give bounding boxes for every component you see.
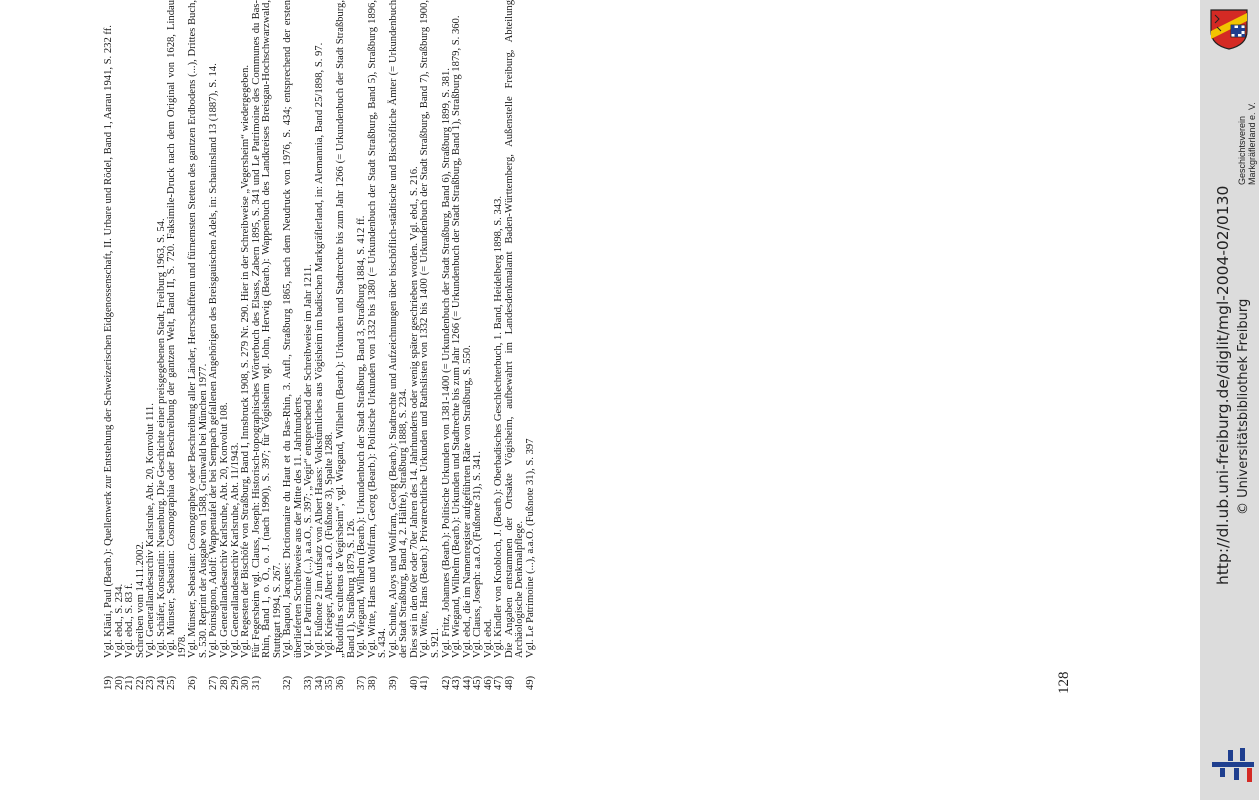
- footnote-number: 36): [335, 675, 347, 690]
- footnote-text: Vgl. Witte, Hans (Bearb.): Privatrechtliche Urkunden und Rathslisten von 1332 bis 1400 (= Urkundenbuch der Stadt Straßburg, Band 7), Straßburg 1900, S. 921.: [419, 0, 441, 658]
- footnote-number: 46): [482, 675, 494, 690]
- footnote-item: [420, 0, 441, 690]
- footnote-number: 35): [324, 675, 336, 690]
- footnote-number: 47): [493, 675, 505, 690]
- footnote-text: Vgl. ebd., die im Namenregister aufgeführten Räte von Straßburg, S. 550.: [461, 345, 473, 658]
- footnote-text: Vgl. Poinsignon, Adolf: Wappentafel der bei Sempach gefallenen Angehörigen des Breisgauischen Adels, in: Schauinsland 13 (1887), S. 14.: [208, 63, 220, 658]
- footnote-number: 23): [145, 675, 157, 690]
- footnote-text: Vgl. Generallandesarchiv Karlsruhe, Abt. 20, Konvolut 108.: [219, 402, 231, 658]
- footnote-number: 41): [419, 675, 431, 690]
- footnote-item: [252, 0, 284, 690]
- footnote-number: 24): [155, 675, 167, 690]
- footnote-text: Vgl. Wiegand, Wilhelm (Bearb.): Urkunden und Stadtrechte bis zum Jahr 1266 (= Urkundenbuch der Stadt Straßburg, Band 1), Straßburg 1879, S. 360.: [451, 15, 463, 658]
- footnote-text: Vgl. Münster, Sebastian: Cosmographia oder Beschreibung der gantzen Welt, Band II, S. 720. Faksimile-Druck nach dem Original von 1628, Lindau 1978.: [166, 0, 188, 658]
- footnote-text: Dies sei in den 60er oder 70er Jahren des 14. Jahrhunderts oder wenig später geschrieben worden. Vgl. ebd., S. 216.: [408, 166, 420, 658]
- footnote-text: Vgl. Fußnote 2 im Aufsatz von Albert Haass: Volkstümliches aus Vögisheim im badischen Markgräflerland, in: Alemannia, Band 25/1898, S. 97.: [313, 42, 325, 658]
- footnote-item: [283, 0, 304, 690]
- footnote-text: Vgl. Kindler von Knobloch, J. (Bearb.): Oberbadisches Geschlechterbuch, 1. Band, Heidelberg 1898, S. 343.: [493, 196, 505, 658]
- footnote-number: 34): [313, 675, 325, 690]
- footnote-number: 40): [408, 675, 420, 690]
- footnote-number: 19): [103, 675, 114, 690]
- side-panel-rotated: [1200, 0, 1259, 800]
- footnote-text: Vgl. Münster, Sebastian: Cosmographey oder Beschreibung aller Länder, Herrschafftenn und fürnemsten Stetten des gantzen Erdbodens (...), Drittes Buch, S. 530. Reprint der Ausgabe von 1588, Grünwald bei München 1977.: [187, 0, 209, 658]
- society-name: [1237, 102, 1257, 185]
- footnote-number: 25): [166, 675, 178, 690]
- footnote-number: 42): [440, 675, 452, 690]
- footnote-number: 32): [282, 675, 294, 690]
- footnote-number: 26): [187, 675, 199, 690]
- footnote-text: Vgl. ebd.: [482, 618, 494, 658]
- footnote-text: Vgl. Schulte, Aloys und Wolfram, Georg (Bearb.): Stadtrechte und Aufzeichnungen über bischöflich-städtische und Bischöfliche Ämter (= Urkundenbuch der Stadt Straßburg, Band 4, 2. Hälfte), Straßburg 1888, S. 234.: [387, 0, 410, 658]
- footnote-text: Vgl. Kläui, Paul (Bearb.): Quellenwerk zur Entstehung der Schweizerischen Eidgenossenschaft, II. Urbare und Rödel, Band 1, Aarau 1941, S. 232 ff.: [103, 25, 114, 658]
- footnote-number: 20): [113, 675, 125, 690]
- footnotes-list: [104, 0, 536, 690]
- university-library-logo-icon: [1210, 742, 1256, 788]
- coat-of-arms-icon: [1207, 7, 1251, 51]
- footnote-item: [104, 0, 115, 690]
- footnote-item: [188, 0, 209, 690]
- footnote-number: 27): [208, 675, 220, 690]
- footnote-item: [389, 0, 410, 690]
- copyright-notice: © Universitätsbibliothek Freiburg: [1236, 298, 1251, 515]
- footnote-number: 45): [472, 675, 484, 690]
- footnote-text: Vgl. Le Patrimoine (...), a.a.O. (Fußnote 31), S. 397: [524, 438, 536, 658]
- footnote-item: [452, 0, 463, 690]
- footnote-text: Für Fegersheim vgl. Clauss, Joseph: Historisch-topographisches Wörterbuch des Elsass, Zabern 1895, S. 341 und Le Patrimoine des Communes du Bas-Rhin, Band 1, o. O., o. J. (nach 1990), S. 397; für Vögisheim vgl. John, Herwig (Bearb.): Wappenbuch des Landkreises Breisgau-Hochschwarzwald, Stuttgart 1994, S. 267.: [250, 0, 283, 658]
- footnote-text: Vgl. Generallandesarchiv Karlsruhe, Abt. 11/1943.: [229, 442, 241, 658]
- footnote-text: Vgl. Wiegand, Wilhelm (Bearb.): Urkundenbuch der Stadt Straßburg, Band 3, Straßburg 1884, S. 412 ff.: [356, 215, 368, 658]
- footnote-number: 39): [387, 675, 399, 690]
- footnote-text: Vgl. Schäfer, Konstantin: Neuenburg. Die Geschichte einer preisgegebenen Stadt, Freiburg 1963, S. 54.: [155, 218, 167, 658]
- footnote-number: 49): [524, 675, 536, 690]
- footnote-text: Vgl. ebd., S. 83 f.: [124, 582, 136, 658]
- footnote-text: Vgl. Regesten der Bischöfe von Straßburg, Band I, Innsbruck 1908, S. 279 Nr. 290. Hier in der Schreibweise „Vegersheim“ wiedergegeben.: [240, 64, 252, 658]
- footnote-item: [167, 0, 188, 690]
- footnote-text: Vgl. Le Patrimoine (...), a.a.O., S. 397; „Vegir“ entsprechend der Schreibweise im Jahr 1211.: [303, 264, 315, 658]
- footnote-number: 31): [250, 675, 262, 690]
- footnote-number: 28): [219, 675, 231, 690]
- footnote-text: Schreiben vom 14.11.2002.: [134, 541, 146, 658]
- footnote-number: 33): [303, 675, 315, 690]
- footnote-number: 37): [356, 675, 368, 690]
- society-name-line1: Geschichtsverein: [1237, 115, 1247, 185]
- footnote-text: Die Angaben entstammen der Ortsakte Vögisheim, aufbewahrt im Landesdenkmalamt Baden-Württemberg, Außenstelle Freiburg, Abteilung Archäologische Denkmalpflege.: [503, 0, 526, 658]
- viewer-side-panel: [1200, 0, 1259, 800]
- footnote-text: Vgl. Fritz, Johannes (Bearb.): Politische Urkunden von 1381-1400 (= Urkundenbuch der Stadt Straßburg, Band 6), Straßburg 1899, S. 381.: [440, 68, 452, 658]
- footnote-item: [368, 0, 389, 690]
- footnote-text: Vgl. Krieger, Albert: a.a.O. (Fußnote 3), Spalte 1288.: [324, 431, 336, 658]
- footnote-item: [336, 0, 357, 690]
- footnote-number: 48): [503, 675, 515, 690]
- document-url-link[interactable]: http://dl.ub.uni-freiburg.de/diglit/mgl-2004-02/0130: [1214, 185, 1232, 585]
- page-number: 128: [1056, 671, 1072, 694]
- footnote-number: 21): [124, 675, 136, 690]
- footnote-text: Vgl. Generallandesarchiv Karlsruhe, Abt. 20, Konvolut 111.: [145, 403, 157, 658]
- footnote-number: 43): [451, 675, 463, 690]
- footnote-text: Vgl. Baquol, Jacques: Dictionnaire du Haut et du Bas-Rhin, 3. Aufl., Straßburg 1865, nach dem Neudruck von 1976, S. 434; entsprechend der ersten überlieferten Schreibweise aus der Mitte des 11. Jahrhunderts.: [282, 0, 304, 658]
- footnote-number: 22): [134, 675, 146, 690]
- footnote-number: 30): [240, 675, 252, 690]
- footnote-item: [505, 0, 526, 690]
- footnote-number: 44): [461, 675, 473, 690]
- footnote-text: Vgl. Witte, Hans und Wolfram, Georg (Bearb.): Politische Urkunden von 1332 bis 1380 (= Urkundenbuch der Stadt Straßburg, Band 5), Straßburg 1896, S. 434.: [366, 0, 389, 658]
- footnote-number: 38): [366, 675, 378, 690]
- footnote-text: „Rudolfus scultetus de Vegirsheim“, vgl. Wiegand, Wilhelm (Bearb.): Urkunden und Stadtrechte bis zum Jahr 1266 (= Urkundenbuch der Stadt Straßburg, Band 1), Straßburg 1879, S. 126.: [335, 0, 357, 658]
- society-name-line2: Markgräflerland e. V.: [1247, 102, 1257, 185]
- footnote-item: [526, 0, 537, 690]
- footnote-item: [473, 0, 484, 690]
- footnote-item: [220, 0, 231, 690]
- footnote-text: Vgl. Clauss, Joseph: a.a.O. (Fußnote 31), S. 341.: [472, 451, 484, 658]
- footnote-number: 29): [229, 675, 241, 690]
- footnote-text: Vgl. ebd., S. 234.: [113, 583, 125, 658]
